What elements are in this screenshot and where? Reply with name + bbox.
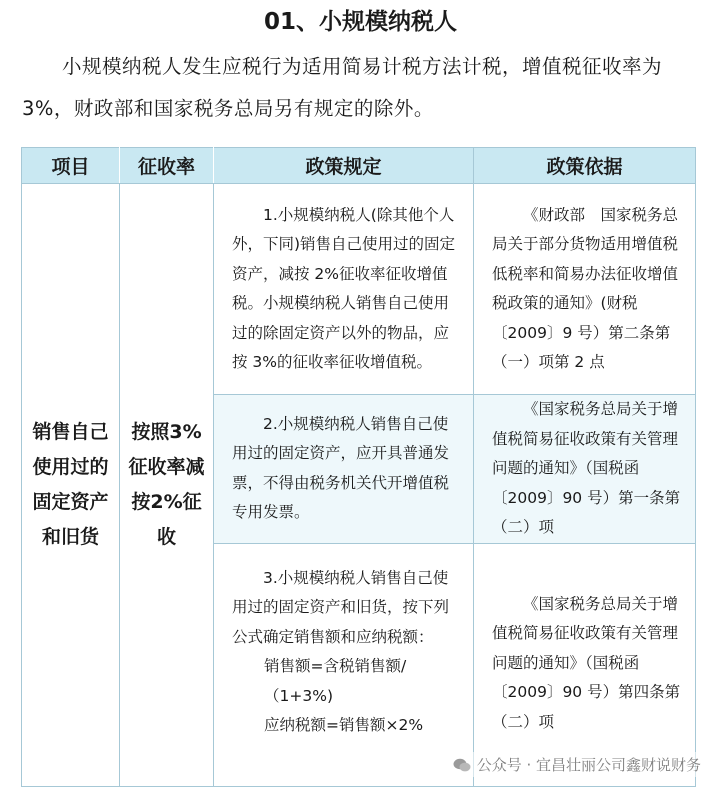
rule-cell: [214, 395, 474, 544]
item-cell: [22, 184, 120, 787]
intro-paragraph: 小规模纳税人发生应税行为适用简易计税方法计税，增值税征收率为3%，财政部和国家税务总局另有规定的除外。: [22, 55, 663, 120]
basis-cell: [474, 184, 696, 395]
header-rule: 政策规定: [214, 148, 474, 184]
rate-text: 按照3%征收率减按2%征收: [128, 420, 205, 548]
policy-table: [21, 147, 696, 787]
table-row: [22, 184, 696, 395]
item-text: 销售自己使用过的固定资产和旧货: [32, 420, 109, 548]
basis-text: 《国家税务总局关于增值税简易征收政策有关管理问题的通知》（国税函〔2009〕90 号）第四条第（二）项: [492, 594, 681, 731]
rule-text: 3.小规模纳税人销售自己使用过的固定资产和旧货，按下列公式确定销售额和应纳税额：: [232, 568, 450, 646]
formula-tax: 应纳税额=销售额×2%: [264, 716, 424, 734]
formula-sales: 销售额=含税销售额/（1+3%): [264, 657, 407, 705]
section-title: 01、小规模纳税人: [263, 9, 457, 35]
rule-text: 2.小规模纳税人销售自己使用过的固定资产，应开具普通发票，不得由税务机关代开增值税专用发票。: [232, 414, 450, 522]
table-header-row: [22, 148, 696, 184]
header-basis: 政策依据: [474, 148, 696, 184]
basis-text: 《国家税务总局关于增值税简易征收政策有关管理问题的通知》（国税函〔2009〕90 号）第一条第（二）项: [492, 400, 681, 536]
basis-cell: [474, 395, 696, 544]
basis-cell: [474, 543, 696, 786]
basis-text: 《财政部 国家税务总局关于部分货物适用增值税低税率和简易办法征收增值税政策的通知》(财税〔2009〕9 号）第二条第（一）项第 2 点: [492, 205, 679, 371]
rule-cell: [214, 184, 474, 395]
rate-cell: [120, 184, 214, 787]
header-rate: 征收率: [120, 148, 214, 184]
watermark-text: 公众号 · 宜昌壮丽公司鑫财说财务: [476, 756, 701, 774]
rule-cell: [214, 543, 474, 786]
header-item: 项目: [22, 148, 120, 184]
rule-text: 1.小规模纳税人(除其他个人外，下同)销售自己使用过的固定资产，减按 2%征收率征收增值税。小规模纳税人销售自己使用过的除固定资产以外的物品，应按 3%的征收率征收增值税。: [232, 205, 456, 371]
watermark: [447, 752, 707, 777]
wechat-icon: [453, 758, 471, 772]
